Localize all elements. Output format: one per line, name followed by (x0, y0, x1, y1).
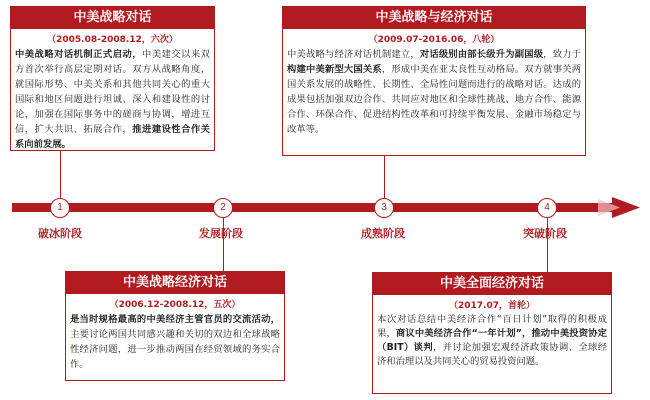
card-period: （2017.07，首轮） (449, 301, 535, 311)
body-text: ，致力于 (543, 49, 581, 60)
stage-4-circle: 4 (537, 198, 557, 218)
body-text: 主要讨论两国共同感兴趣和关切的双边和全球战略性经济问题，进一步推动两国在经贸领域的务实合作。 (70, 329, 280, 370)
connector-3 (384, 156, 385, 198)
stage-2-label: 发展阶段 (199, 227, 243, 240)
body-text: 本次对话总结中美经济合作“百日计划”取得的积极成果， (377, 314, 607, 339)
body-text: 中美战略与经济对话机制建立， (287, 49, 420, 60)
card-period: （2009.07-2016.06，八轮） (368, 35, 500, 45)
timeline-bar (12, 203, 612, 212)
stage-4-label: 突破阶段 (523, 227, 567, 240)
body-emphasis: 中美战略对话机制正式启动， (15, 49, 143, 60)
stage-3-circle: 3 (374, 198, 394, 218)
body-text: 中美建交以来双方首次举行高层定期对话。双方从战略角度，就国际形势、中美关系和其他共同关心的重大国际和地区问题进行坦诚、深入和建设性的讨论，加强在国际事务中的磋商与协调，增进互信，扩大共识、拓展合作， (15, 49, 210, 135)
body-text: ，形成中美在亚太良性互动格局。双方就事关两国关系发展的战略性、长期性、全局性问题而进行的战略对话。达成的成果包括加强双边合作、共同应对地区和全球性挑战、地方合作、能源合作、环保合作、促进结构性改革和可持续平衡发展、金融市场稳定与改革等。 (287, 64, 581, 135)
stage-1-circle: 1 (50, 198, 70, 218)
card-period: （2006.12-2008.12，五次） (109, 300, 241, 310)
card-body (66, 312, 284, 372)
card-comprehensive-economic (372, 272, 612, 394)
body-emphasis: 商议中美经济合作“一年计划”，推动中美投资协定（BIT）谈判 (377, 328, 607, 353)
card-title: 中美战略经济对话 (66, 272, 284, 294)
card-body (283, 47, 585, 137)
stage-1-label: 破冰阶段 (38, 227, 82, 240)
connector-1 (60, 150, 61, 198)
stage-2-circle: 2 (213, 198, 233, 218)
body-emphasis: 推进建设性合作关系向前发展。 (15, 124, 210, 150)
card-strategic-economic-dialogue (282, 6, 586, 156)
card-title: 中美全面经济对话 (373, 273, 611, 295)
body-emphasis: 是当时规格最高的中美经济主管官员的交流活动， (70, 314, 280, 325)
card-body (11, 47, 214, 152)
card-title: 中美战略对话 (11, 7, 214, 29)
body-emphasis: 构建中美新型大国关系 (287, 64, 382, 75)
card-period: （2005.08-2008.12，六次） (47, 35, 178, 45)
card-strategic-dialogue (10, 6, 215, 151)
card-strategic-economic (65, 271, 285, 381)
body-emphasis: 对话级别由部长级升为副国级 (419, 49, 544, 60)
body-text: ，并讨论加强宏观经济政策协调、全球经济和治理以及共同关心的贸易投资问题。 (377, 342, 607, 367)
card-body (373, 313, 611, 369)
stage-3-label: 成熟阶段 (361, 227, 405, 240)
card-title: 中美战略与经济对话 (283, 7, 585, 29)
